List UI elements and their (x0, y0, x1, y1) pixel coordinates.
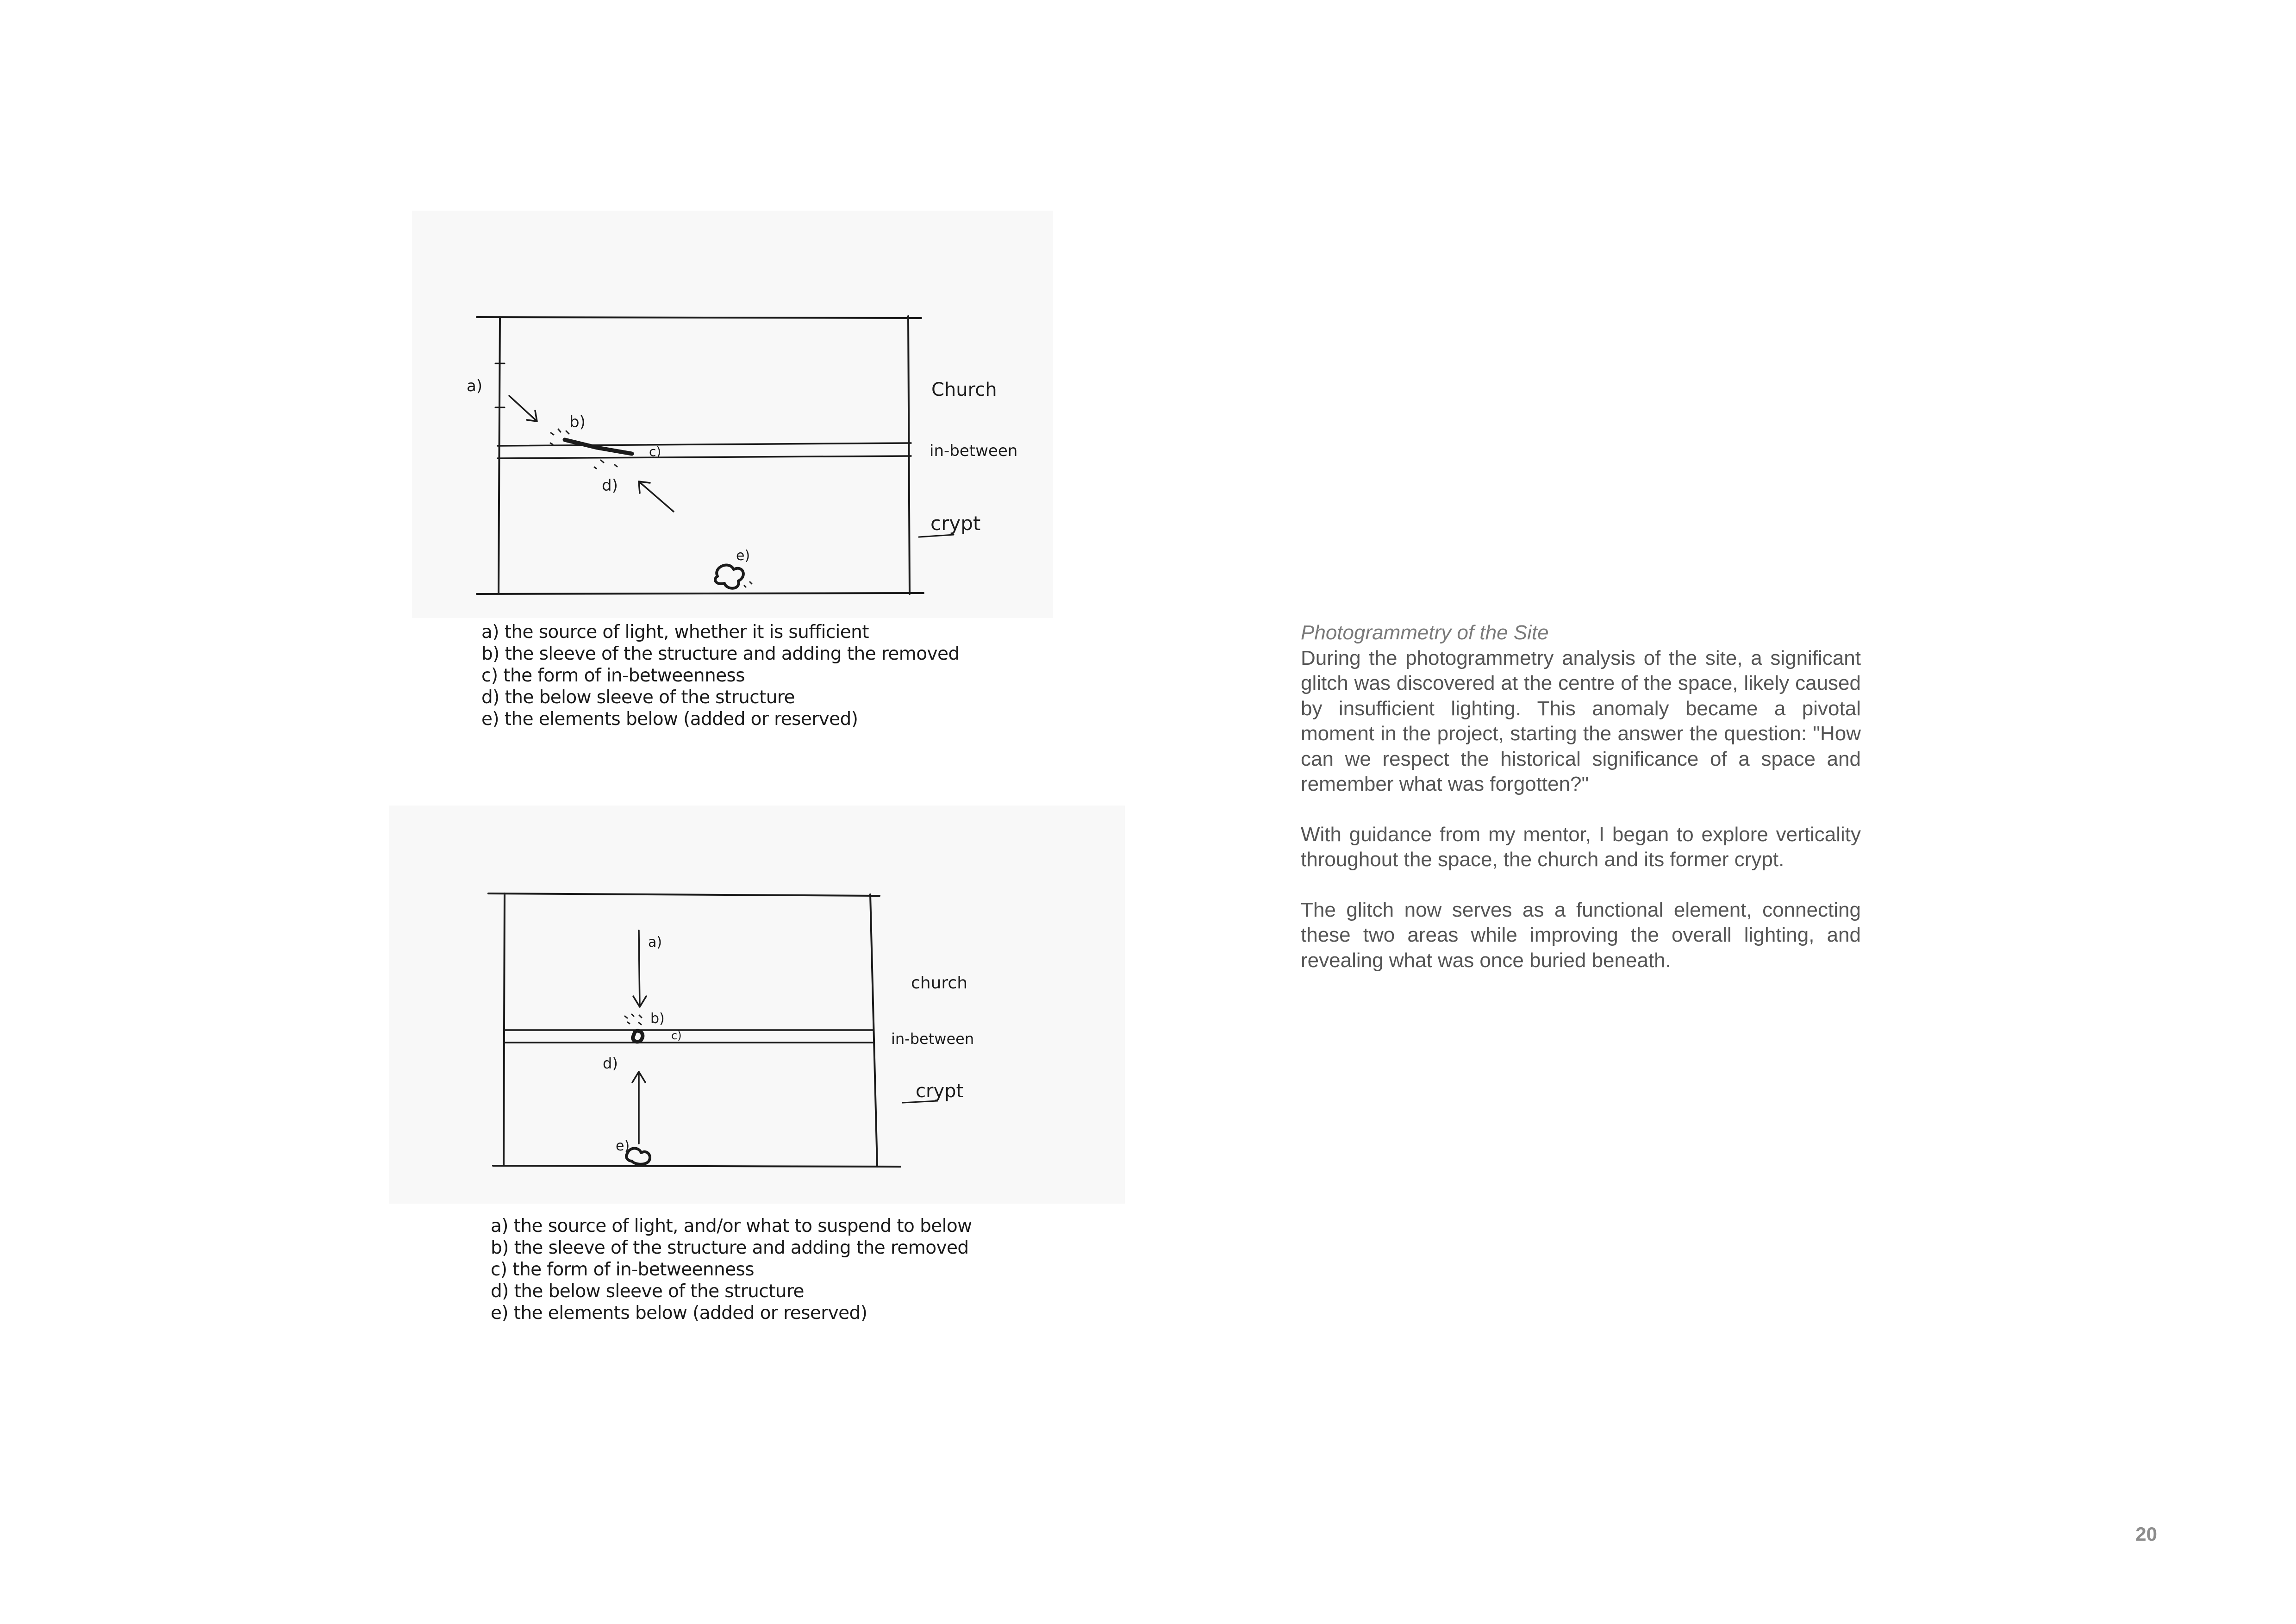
legend-item: d) the below sleeve of the structure (491, 1281, 804, 1302)
sketch-top-legend (481, 621, 960, 730)
sketch-top-drawing (412, 211, 1053, 618)
sketch-bottom-zone-church: church (911, 974, 968, 993)
legend-item: b) the sleeve of the structure and adding the removed (481, 643, 960, 664)
body-paragraph: The glitch now serves as a functional element, connecting these two areas while improving the overall lighting, and revealing what was once buried beneath. (1301, 898, 1861, 972)
legend-item: e) the elements below (added or reserved) (491, 1303, 867, 1324)
sketch-top-zone-crypt: crypt (930, 512, 981, 535)
sketch-bottom-zone-in-between: in-between (891, 1030, 974, 1048)
legend-item: d) the below sleeve of the structure (481, 687, 795, 708)
sketch-bottom-zone-crypt: crypt (916, 1081, 964, 1102)
sketch-bottom-label-e: e) (616, 1138, 630, 1154)
body-paragraph: With guidance from my mentor, I began to explore verticality throughout the space, the church and its former crypt. (1301, 823, 1861, 871)
legend-item: b) the sleeve of the structure and adding the removed (491, 1237, 969, 1258)
text-column (1301, 620, 1861, 998)
sketch-top-label-a: a) (467, 377, 483, 395)
sketch-top-label-b: b) (569, 413, 586, 431)
sketch-top-zone-church: Church (931, 379, 997, 400)
page-number: 20 (2135, 1523, 2157, 1545)
sketch-bottom-label-c: c) (671, 1029, 682, 1042)
sketch-bottom-label-d: d) (603, 1055, 618, 1072)
legend-item: a) the source of light, whether it is sufficient (481, 622, 869, 643)
sketch-top-label-e: e) (736, 548, 750, 564)
legend-item: c) the form of in-betweenness (491, 1259, 754, 1280)
sketch-top-label-c: c) (649, 444, 661, 459)
sketch-bottom-drawing (389, 806, 1125, 1204)
sketch-top-zone-in-between: in-between (930, 442, 1018, 460)
body-paragraph: During the photogrammetry analysis of the site, a significant glitch was discovered at the centre of the space, likely caused by insufficient lighting. This anomaly became a pivotal moment in the project, starting the answer the question: "How can we respect the historical significance of a space and remember what was forgotten?" (1301, 646, 1861, 795)
legend-item: c) the form of in-betweenness (481, 665, 745, 686)
section-title: Photogrammetry of the Site (1301, 621, 1549, 644)
legend-item: e) the elements below (added or reserved) (481, 709, 858, 730)
sketch-bottom-legend (491, 1215, 972, 1324)
sketch-bottom-label-b: b) (650, 1011, 665, 1027)
legend-item: a) the source of light, and/or what to suspend to below (491, 1216, 972, 1237)
sketch-bottom-label-a: a) (648, 934, 662, 950)
sketch-top (412, 211, 1053, 618)
sketch-top-label-d: d) (602, 476, 618, 495)
sketch-bottom (389, 806, 1125, 1204)
